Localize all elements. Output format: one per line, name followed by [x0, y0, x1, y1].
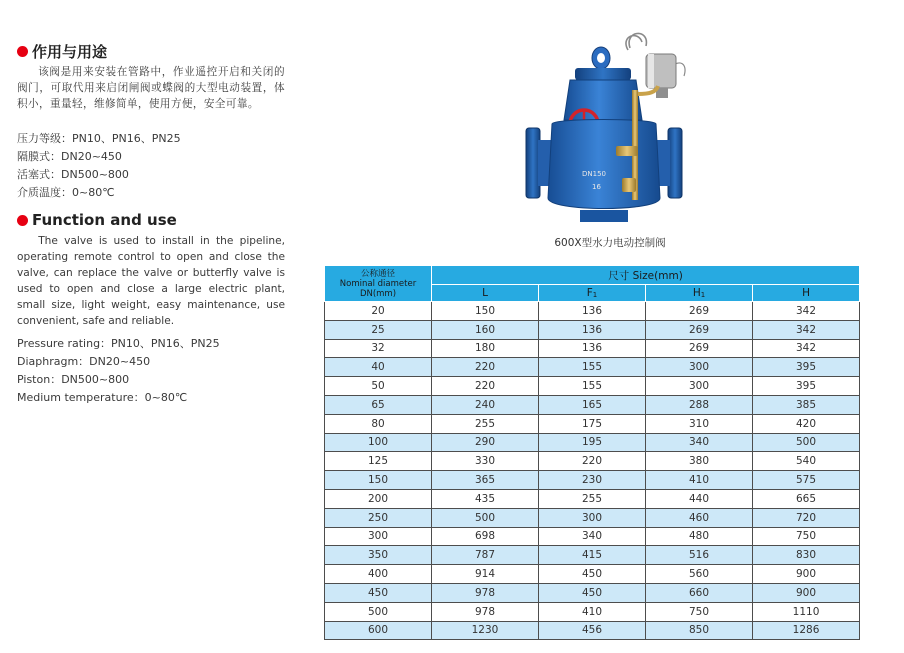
table-cell: 342 — [753, 320, 860, 339]
nominal-diameter-header — [325, 266, 432, 302]
table-cell: 300 — [646, 358, 753, 377]
table-cell: 500 — [753, 433, 860, 452]
table-cell: 165 — [539, 395, 646, 414]
table-row — [325, 489, 860, 508]
table-cell: 136 — [539, 339, 646, 358]
column-header-label: F — [586, 287, 593, 299]
table-cell-dn: 32 — [325, 339, 432, 358]
column-header-subscript: 1 — [592, 291, 598, 299]
table-cell: 516 — [646, 546, 753, 565]
cn-heading — [17, 40, 285, 62]
column-header-h — [753, 285, 860, 302]
table-cell: 698 — [432, 527, 539, 546]
table-cell: 1286 — [753, 621, 860, 640]
table-cell: 395 — [753, 358, 860, 377]
table-row — [325, 471, 860, 490]
cn-spec-temperature: 介质温度：0~80℃ — [17, 186, 115, 199]
table-cell: 300 — [539, 508, 646, 527]
column-header-l — [432, 285, 539, 302]
table-cell: 255 — [432, 414, 539, 433]
column-header-f1 — [539, 285, 646, 302]
table-cell: 180 — [432, 339, 539, 358]
table-cell: 220 — [432, 377, 539, 396]
table-row — [325, 452, 860, 471]
table-cell: 155 — [539, 377, 646, 396]
table-cell: 385 — [753, 395, 860, 414]
cn-spec-pressure: 压力等级：PN10、PN16、PN25 — [17, 132, 181, 145]
table-cell: 150 — [432, 302, 539, 321]
table-cell: 342 — [753, 302, 860, 321]
en-description: The valve is used to install in the pipeline, operating remote control to open and close the valve, can replace the valve or butterfly valve is used to open and close a large electric plant, small size, light weight, easy maintenance, use convenient, safe and reliable. — [17, 235, 285, 327]
table-cell-dn: 300 — [325, 527, 432, 546]
dimension-table — [324, 265, 860, 640]
table-cell: 435 — [432, 489, 539, 508]
table-row — [325, 433, 860, 452]
product-caption: 600X型水力电动控制阀 — [554, 237, 666, 249]
table-cell-dn: 350 — [325, 546, 432, 565]
table-cell: 850 — [646, 621, 753, 640]
en-spec-pressure: Pressure rating：PN10、PN16、PN25 — [17, 337, 220, 350]
table-cell: 665 — [753, 489, 860, 508]
table-cell: 660 — [646, 583, 753, 602]
table-cell: 500 — [432, 508, 539, 527]
valve-product-image — [520, 28, 700, 228]
cn-description: 该阀是用来安装在管路中，作业遥控开启和关闭的阀门，可取代用来启闭闸阀或蝶阀的大型电动装置，体积小，重量轻，维修简单，使用方便，安全可靠。 — [17, 66, 285, 110]
column-header-label: L — [482, 287, 488, 299]
table-cell: 450 — [539, 583, 646, 602]
table-row — [325, 583, 860, 602]
table-cell: 160 — [432, 320, 539, 339]
table-cell: 420 — [753, 414, 860, 433]
table-cell: 255 — [539, 489, 646, 508]
nominal-header-unit: DN(mm) — [359, 288, 397, 299]
table-cell: 395 — [753, 377, 860, 396]
table-cell: 450 — [539, 565, 646, 584]
table-cell: 340 — [646, 433, 753, 452]
table-cell: 914 — [432, 565, 539, 584]
table-row — [325, 358, 860, 377]
table-cell: 195 — [539, 433, 646, 452]
nameplate-pressure: 16 — [592, 183, 601, 191]
table-cell-dn: 125 — [325, 452, 432, 471]
table-cell: 480 — [646, 527, 753, 546]
table-cell: 830 — [753, 546, 860, 565]
table-row — [325, 320, 860, 339]
table-cell: 342 — [753, 339, 860, 358]
table-cell: 136 — [539, 302, 646, 321]
table-cell: 220 — [539, 452, 646, 471]
cn-specs — [17, 130, 285, 202]
table-cell: 560 — [646, 565, 753, 584]
table-cell: 380 — [646, 452, 753, 471]
table-cell: 750 — [753, 527, 860, 546]
table-row — [325, 339, 860, 358]
table-cell: 415 — [539, 546, 646, 565]
column-header-label: H — [802, 287, 810, 299]
table-cell: 900 — [753, 583, 860, 602]
en-spec-piston: Piston：DN500~800 — [17, 373, 130, 386]
table-cell: 440 — [646, 489, 753, 508]
table-cell: 340 — [539, 527, 646, 546]
table-body — [325, 302, 860, 640]
table-cell: 330 — [432, 452, 539, 471]
table-cell: 787 — [432, 546, 539, 565]
table-cell-dn: 400 — [325, 565, 432, 584]
table-cell: 136 — [539, 320, 646, 339]
table-cell-dn: 600 — [325, 621, 432, 640]
table-cell-dn: 100 — [325, 433, 432, 452]
table-cell: 269 — [646, 302, 753, 321]
table-cell: 456 — [539, 621, 646, 640]
red-bullet-icon — [17, 215, 28, 226]
table-cell-dn: 65 — [325, 395, 432, 414]
table-row — [325, 302, 860, 321]
table-row — [325, 602, 860, 621]
en-heading — [17, 209, 285, 231]
table-cell: 720 — [753, 508, 860, 527]
table-cell: 460 — [646, 508, 753, 527]
table-cell: 900 — [753, 565, 860, 584]
red-bullet-icon — [17, 46, 28, 57]
table-cell: 269 — [646, 320, 753, 339]
table-cell: 220 — [432, 358, 539, 377]
table-cell: 288 — [646, 395, 753, 414]
table-cell: 310 — [646, 414, 753, 433]
table-cell: 410 — [646, 471, 753, 490]
en-spec-diaphragm: Diaphragm：DN20~450 — [17, 355, 151, 368]
cn-spec-piston: 活塞式：DN500~800 — [17, 168, 129, 181]
table-cell: 175 — [539, 414, 646, 433]
table-cell-dn: 500 — [325, 602, 432, 621]
table-cell-dn: 150 — [325, 471, 432, 490]
table-cell: 240 — [432, 395, 539, 414]
table-row — [325, 377, 860, 396]
table-cell-dn: 40 — [325, 358, 432, 377]
table-cell-dn: 200 — [325, 489, 432, 508]
description-column — [17, 40, 285, 407]
en-heading-text: Function and use — [32, 211, 177, 229]
en-specs — [17, 335, 285, 407]
table-cell-dn: 50 — [325, 377, 432, 396]
table-row — [325, 546, 860, 565]
table-row — [325, 621, 860, 640]
column-header-label: H — [692, 287, 701, 299]
table-cell: 365 — [432, 471, 539, 490]
column-header-h1 — [646, 285, 753, 302]
table-cell: 410 — [539, 602, 646, 621]
cn-heading-text: 作用与用途 — [32, 42, 108, 61]
size-header: 尺寸 Size(mm) — [432, 266, 860, 285]
table-cell: 750 — [646, 602, 753, 621]
nominal-header-en: Nominal diameter — [339, 278, 417, 289]
table-row — [325, 527, 860, 546]
table-cell: 978 — [432, 583, 539, 602]
table-row — [325, 414, 860, 433]
en-spec-temperature: Medium temperature：0~80℃ — [17, 391, 188, 404]
table-cell-dn: 250 — [325, 508, 432, 527]
table-cell-dn: 25 — [325, 320, 432, 339]
table-cell: 230 — [539, 471, 646, 490]
table-row — [325, 508, 860, 527]
table-cell: 300 — [646, 377, 753, 396]
column-header-subscript: 1 — [700, 291, 706, 299]
table-cell: 540 — [753, 452, 860, 471]
nameplate-size: DN150 — [582, 170, 606, 178]
table-cell: 290 — [432, 433, 539, 452]
table-cell: 1110 — [753, 602, 860, 621]
table-cell: 575 — [753, 471, 860, 490]
table-cell-dn: 450 — [325, 583, 432, 602]
table-cell: 1230 — [432, 621, 539, 640]
table-cell-dn: 20 — [325, 302, 432, 321]
table-cell: 155 — [539, 358, 646, 377]
table-cell-dn: 80 — [325, 414, 432, 433]
table-row — [325, 565, 860, 584]
table-row — [325, 395, 860, 414]
nominal-header-cn: 公称通径 — [360, 268, 395, 279]
table-cell: 269 — [646, 339, 753, 358]
table-cell: 978 — [432, 602, 539, 621]
cn-spec-diaphragm: 隔膜式：DN20~450 — [17, 150, 122, 163]
